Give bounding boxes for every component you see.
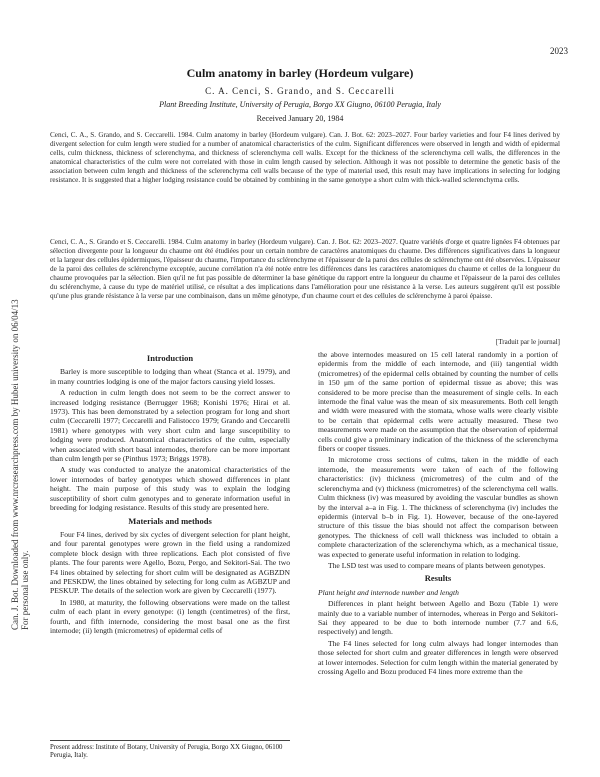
received-date: Received January 20, 1984	[256, 114, 344, 123]
results-paragraph: The F4 lines selected for long culm always had longer internodes than those selected for short culm and greater differences in length were observed at lower internodes. Selection for culm length within the material generated by crossing Agello and Bozu produced F4 lines more extreme than the	[318, 638, 558, 676]
intro-paragraph: Barley is more susceptible to lodging than wheat (Stanca et al. 1979), and in many countries lodging is one of the major factors causing yield losses.	[50, 367, 290, 386]
translator-note: [Traduit par le journal]	[495, 338, 560, 346]
intro-paragraph: A study was conducted to analyze the anatomical characteristics of the lower internodes of barley genotypes which showed differences in plant height. The main purpose of this study was to explain the lodging susceptibility of short culm genotypes and to generate information useful in breeding for lodging resistance. Results of this study are presented here.	[50, 465, 290, 513]
personal-use-notice: For personal use only.	[20, 550, 30, 630]
page-number: 2023	[550, 46, 568, 56]
author-list: C. A. Cenci, S. Grando, and S. Ceccarelli	[205, 86, 395, 96]
methods-paragraph: In microtome cross sections of culms, taken in the middle of each internode, the measurements were taken of each of the following characteristics: (iv) thickness (micrometres) of the culm and of the sclerenchyma and (v) thickness (micrometres) of the sclerenchyma cell walls. Culm thickness (iv) was measured by avoiding the vascular bundles as shown by the interval a–a in Fig. 1. The thickness of sclerenchyma (iv) includes the epidermis (interval b–b in Fig. 1). However, because of the one-layered structure of this tissue the bias should not affect the comparison between genotypes. The thickness of cell wall thickness was included to obtain a complete characterization of the sclerenchyma which, as a mechanical tissue, was expected to generate useful information in relation to lodging.	[318, 455, 558, 559]
footnote: Present address: Institute of Botany, University of Perugia, Borgo XX Giugno, 06100 Perugia, Italy.	[50, 740, 290, 760]
abstract-english: Cenci, C. A., S. Grando, and S. Ceccarelli. 1984. Culm anatomy in barley (Hordeum vulgare). Can. J. Bot. 62: 2023–2027. Four barley varieties and four F4 lines derived by divergent selection for culm length were studied for a number of anatomical characteristics of the culm. Significant differences were observed in length and width of epidermal cells, culm thickness, thickness of sclerenchyma, and thickness of sclerenchyma cell walls. Except for the thickness of the sclerenchyma cell walls, the differences in the anatomical characteristics of the culm were not correlated with those in culm length caused by selection. Although it was not possible to determine the genetic basis of the association between culm length and thickness of the sclerenchyma cell walls because of the type of material used, this result may have implications in selecting for lodging resistance. It is suggested that a higher lodging resistance could be obtained by combining in the same genotype a short culm with thick-walled sclerenchyma cells.	[50, 131, 560, 184]
intro-paragraph: A reduction in culm length does not seem to be the correct answer to increased lodging resistance (Berrugger 1968; Konishi 1976; Hirai et al. 1973). This has been demonstrated by a selection program for long and short culm (Ceccarelli 1977; Ceccarelli and Falistocco 1979; Grando and Ceccarelli 1981) where genotypes with very short culm and large susceptibility to lodging were produced. Anatomical characteristics of the culm, especially when associated with short basal internodes, therefore can be more important than culm length per se (Pinthus 1973; Briggs 1978).	[50, 388, 290, 464]
methods-paragraph: Four F4 lines, derived by six cycles of divergent selection for plant height, and four parental genotypes were grown in the field using a randomized complete block design with three replications. Each plot consisted of five plants. The four parents were Agello, Bozu, Pergo, and Sekitori-Sai. The two F4 lines obtained by selecting for short culm will be designated as AGBZDN and PESKDW, the lines obtained by selecting for long culm as AGBZUP and PESKUP. The details of the selection work are given by Ceccarelli (1977).	[50, 529, 290, 596]
download-notice: Can. J. Bot. Downloaded from www.nrcresearchpress.com by Hubei university on 06/04/13	[10, 299, 20, 630]
affiliation: Plant Breeding Institute, University of Perugia, Borgo XX Giugno, 06100 Perugia, Italy	[159, 100, 441, 109]
introduction-heading: Introduction	[146, 353, 194, 363]
results-paragraph: Differences in plant height between Agello and Bozu (Table 1) were mainly due to a variable number of internodes, whereas in Pergo and Sekitori-Sai they appeared to be due to both internode number (7.7 and 6.6, respectively) and length.	[318, 599, 558, 637]
article-title: Culm anatomy in barley (Hordeum vulgare)	[186, 66, 414, 80]
methods-paragraph: The LSD test was used to compare means of plants between genotypes.	[328, 560, 546, 570]
methods-paragraph: the above internodes measured on 15 cell lateral randomly in a portion of epidermis from the middle of each internode, and (iii) tangential width (micrometres) of the epidermal cells obtained by counting the number of cells in 150 μm of the same portion of epidermal tissue as above; this was considered to be more precise than the measurement of single cells. In each internode the final value was the mean of six measurements. Both cell length and width were measured with the stomata, whose walls were clearly visible to be certain that epidermal cells were actually measured. These two measurements were made on the assumption that the observation of epidermal cells could give a preliminary indication of the thickness of the sclerenchyma fibers or cooper tissues.	[318, 350, 558, 454]
methods-paragraph: In 1980, at maturity, the following observations were made on the tallest culm of each plant in every genotype: (i) length (centimetres) of the first, fourth, and fifth internode, considering the most basal one as the first internode; (ii) length (micrometres) of epidermal cells of	[50, 597, 290, 635]
methods-heading: Materials and methods	[128, 515, 212, 526]
abstract-french: Cenci, C. A., S. Grando et S. Ceccarelli. 1984. Culm anatomy in barley (Hordeum vulgare). Can. J. Bot. 62: 2023–2027. Quatre variétés d'orge et quatre lignées F4 obtenues par sélection divergente pour la longueur du chaume ont été étudiées pour un certain nombre de caractères anatomiques du chaume. Des différences significatives dans la longueur et la largeur des cellules épidermiques, l'épaisseur du chaume, l'importance du sclérenchyme et l'épaisseur de la paroi des cellules de sclérenchyme ont été observées. L'épaisseur de la paroi des cellules de sclérenchyme exceptée, aucune corrélation n'a été notée entre les différences dans les caractères anatomiques du chaume et celles de la longueur du chaume provoquées par la sélection. Bien qu'il ne fut pas possible de déterminer la base génétique du rapport entre la longueur du chaume et l'épaisseur de la paroi des cellules du sclérenchyme, à cause du type de matériel utilisé, ce résultat a des implications dans l'amélioration pour une résistance à la verse. Les auteurs suggèrent qu'il est possible qu'une plus grande résistance à la verse par une combinaison, dans un même génotype, d'un chaume court et des cellules de sclérenchyme à paroi épaisse.	[50, 238, 560, 300]
right-column	[318, 350, 558, 678]
left-column	[50, 350, 290, 637]
results-subheading: Plant height and internode number and length	[318, 587, 459, 597]
side-margin-text	[6, 70, 30, 760]
results-heading: Results	[424, 573, 452, 584]
